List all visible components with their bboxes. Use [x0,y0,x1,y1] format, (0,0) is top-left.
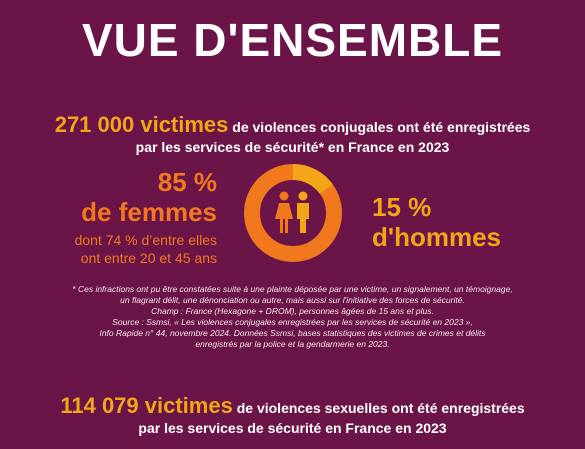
sexual-victims-count: 114 079 victimes [60,393,233,418]
women-sub2: ont entre 20 et 45 ans [80,250,217,266]
conjugal-violence-stat [0,112,585,155]
footnote-line: Info Rapide n° 44, novembre 2024. Données Ssmsi, bases statistiques des victimes de crimes et délits [99,328,486,338]
men-share [372,192,501,252]
men-label: d'hommes [372,222,501,252]
women-percent: 85 % [157,167,217,197]
footnote-line: enregistrés par la police et la gendarmerie en 2023. [195,339,390,349]
man-woman-icon [275,192,309,234]
gender-donut-chart [243,163,343,263]
sexual-stat-line1: de violences sexuelles ont été enregistrées [232,400,525,416]
women-sub1: dont 74 % d’entre elles [74,232,217,248]
conjugal-stat-line1: de violences conjugales ont été enregistrées [228,119,531,135]
conjugal-victims-count: 271 000 victimes [54,112,229,137]
women-share [75,167,217,267]
sexual-stat-line2: par les services de sécurité en France en 2023 [138,420,447,436]
conjugal-stat-line2: par les services de sécurité* en France en 2023 [135,139,450,155]
footnote-line: un flagrant délit, une dénonciation ou autre, mais aussi sur l'initiative des forces de sécurité. [120,295,465,305]
footnote-line: * Ces infractions ont pu être constatées suite à une plainte déposée par une victime, un signalement, un témoignage, [72,284,513,294]
footnotes [60,284,525,350]
page-title: VUE D'ENSEMBLE [81,14,504,66]
sexual-violence-stat [0,393,585,436]
women-label: de femmes [81,197,217,227]
footnote-line: Champ : France (Hexagone + DROM), personnes âgées de 15 ans et plus. [151,306,434,316]
footnote-line: Source : Ssmsi, « Les violences conjugales enregistrées par les services de sécurité en 2023 », [112,317,473,327]
men-percent: 15 % [372,192,432,222]
